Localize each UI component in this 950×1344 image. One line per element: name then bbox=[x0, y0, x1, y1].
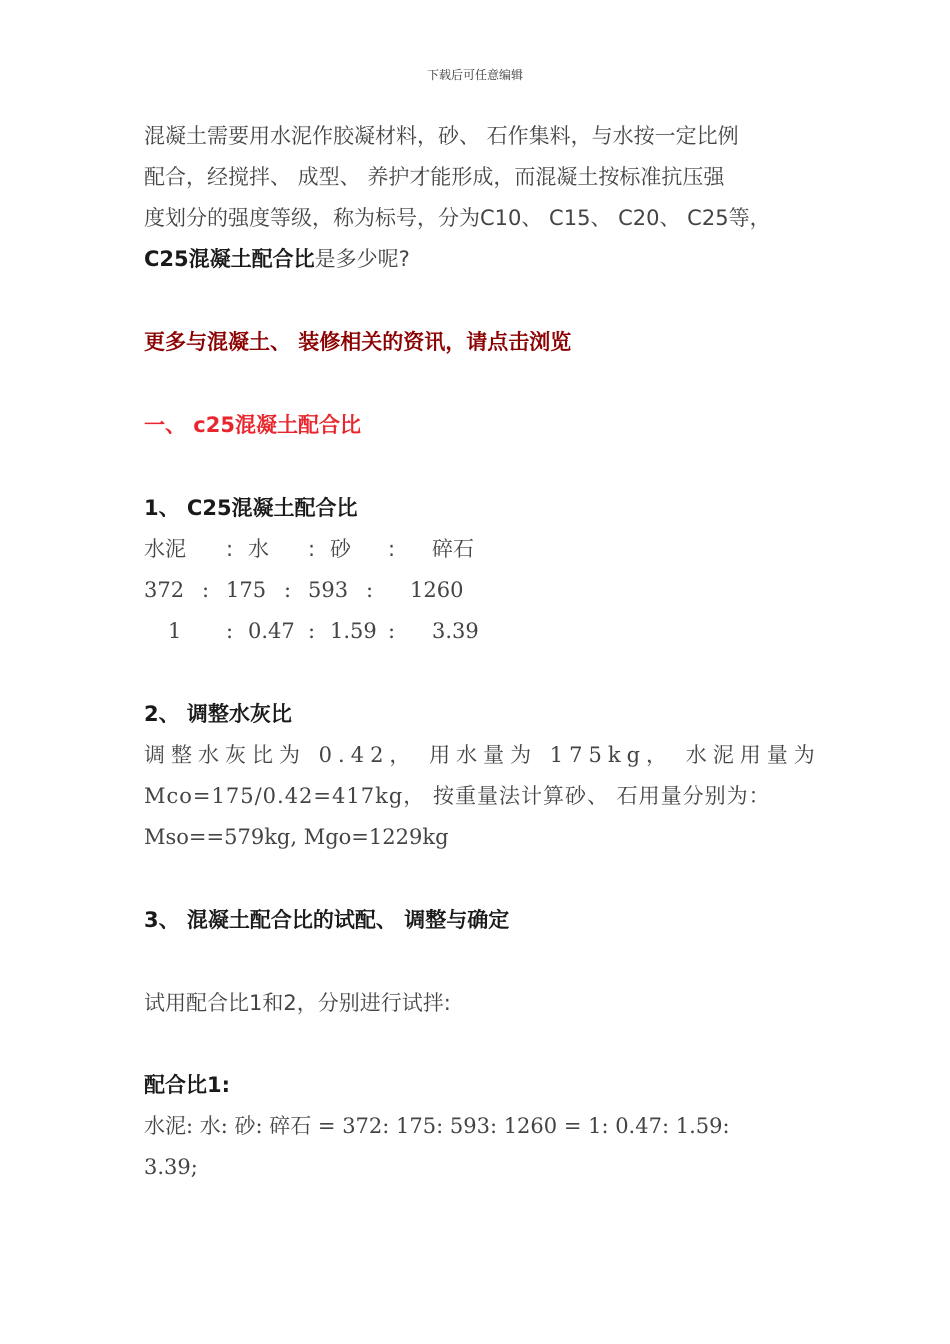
intro-line-4 bbox=[144, 239, 808, 280]
ratio-sand: 1.59 bbox=[330, 619, 377, 643]
value-gravel: 1260 bbox=[410, 578, 464, 602]
subsection-1-title: 1、 C25混凝土配合比 bbox=[144, 496, 358, 520]
subsection-2-line-3: Mso==579kg, Mgo=1229kg bbox=[144, 825, 449, 849]
intro-paragraph bbox=[144, 116, 808, 280]
subsection-3-body bbox=[144, 983, 808, 1024]
ratio-cement: 1 bbox=[168, 619, 182, 643]
ratio-sep-1: : bbox=[226, 619, 234, 643]
header-sep-3: : bbox=[388, 537, 396, 561]
more-info-link-block bbox=[144, 322, 808, 363]
subsection-3-text: 试用配合比1和2，分别进行试拌: bbox=[144, 991, 451, 1015]
ratio-water: 0.47 bbox=[248, 619, 295, 643]
subsection-2-line-1: 调整水灰比为 0.42， 用水量为 175kg， 水泥用量为 bbox=[144, 743, 821, 767]
subsection-2-line-2: Mco=175/0.42=417kg， 按重量法计算砂、 石用量分别为： bbox=[144, 784, 771, 808]
subsection-1 bbox=[144, 488, 808, 652]
header-sand: 砂 bbox=[330, 537, 351, 561]
ratio-normalized-row bbox=[144, 611, 808, 652]
intro-bold-term: C25混凝土配合比 bbox=[144, 247, 315, 271]
intro-line-2: 配合，经搅拌、 成型、 养护才能形成，而混凝土按标准抗压强 bbox=[144, 165, 725, 189]
intro-line-4-rest: 是多少呢? bbox=[314, 247, 410, 271]
subsection-3-title: 3、 混凝土配合比的试配、 调整与确定 bbox=[144, 908, 510, 932]
header-sep-2: : bbox=[308, 537, 316, 561]
intro-line-1: 混凝土需要用水泥作胶凝材料，砂、 石作集料，与水按一定比例 bbox=[144, 124, 739, 148]
value-sep-3: : bbox=[366, 578, 374, 602]
value-sand: 593 bbox=[308, 578, 349, 602]
header-cement: 水泥 bbox=[144, 537, 186, 561]
mix-ratio-1-line-1: 水泥: 水: 砂: 碎石 = 372: 175: 593: 1260 = 1: 0.47: 1.59: bbox=[144, 1114, 730, 1138]
value-water: 175 bbox=[226, 578, 267, 602]
ratio-header-row bbox=[144, 529, 808, 570]
header-sep-1: : bbox=[226, 537, 234, 561]
ratio-sep-3: : bbox=[388, 619, 396, 643]
intro-line-3: 度划分的强度等级，称为标号，分为C10、 C15、 C20、 C25等， bbox=[144, 206, 771, 230]
ratio-values-row bbox=[144, 570, 808, 611]
header-gravel: 碎石 bbox=[432, 537, 474, 561]
mix-ratio-1-title: 配合比1: bbox=[144, 1073, 231, 1097]
value-cement: 372 bbox=[144, 578, 185, 602]
page-header: 下载后可任意编辑 bbox=[426, 68, 523, 82]
section-1 bbox=[144, 405, 808, 446]
subsection-2-title: 2、 调整水灰比 bbox=[144, 702, 292, 726]
ratio-sep-2: : bbox=[308, 619, 316, 643]
value-sep-1: : bbox=[202, 578, 210, 602]
subsection-2 bbox=[144, 694, 821, 858]
ratio-gravel: 3.39 bbox=[432, 619, 479, 643]
mix-ratio-1-line-2: 3.39; bbox=[144, 1155, 198, 1179]
section-1-title: 一、 c25混凝土配合比 bbox=[144, 413, 361, 437]
subsection-3 bbox=[144, 900, 808, 941]
mix-ratio-1 bbox=[144, 1065, 808, 1188]
value-sep-2: : bbox=[284, 578, 292, 602]
header-water: 水 bbox=[248, 537, 269, 561]
more-info-link[interactable]: 更多与混凝土、 装修相关的资讯，请点击浏览 bbox=[144, 330, 572, 354]
